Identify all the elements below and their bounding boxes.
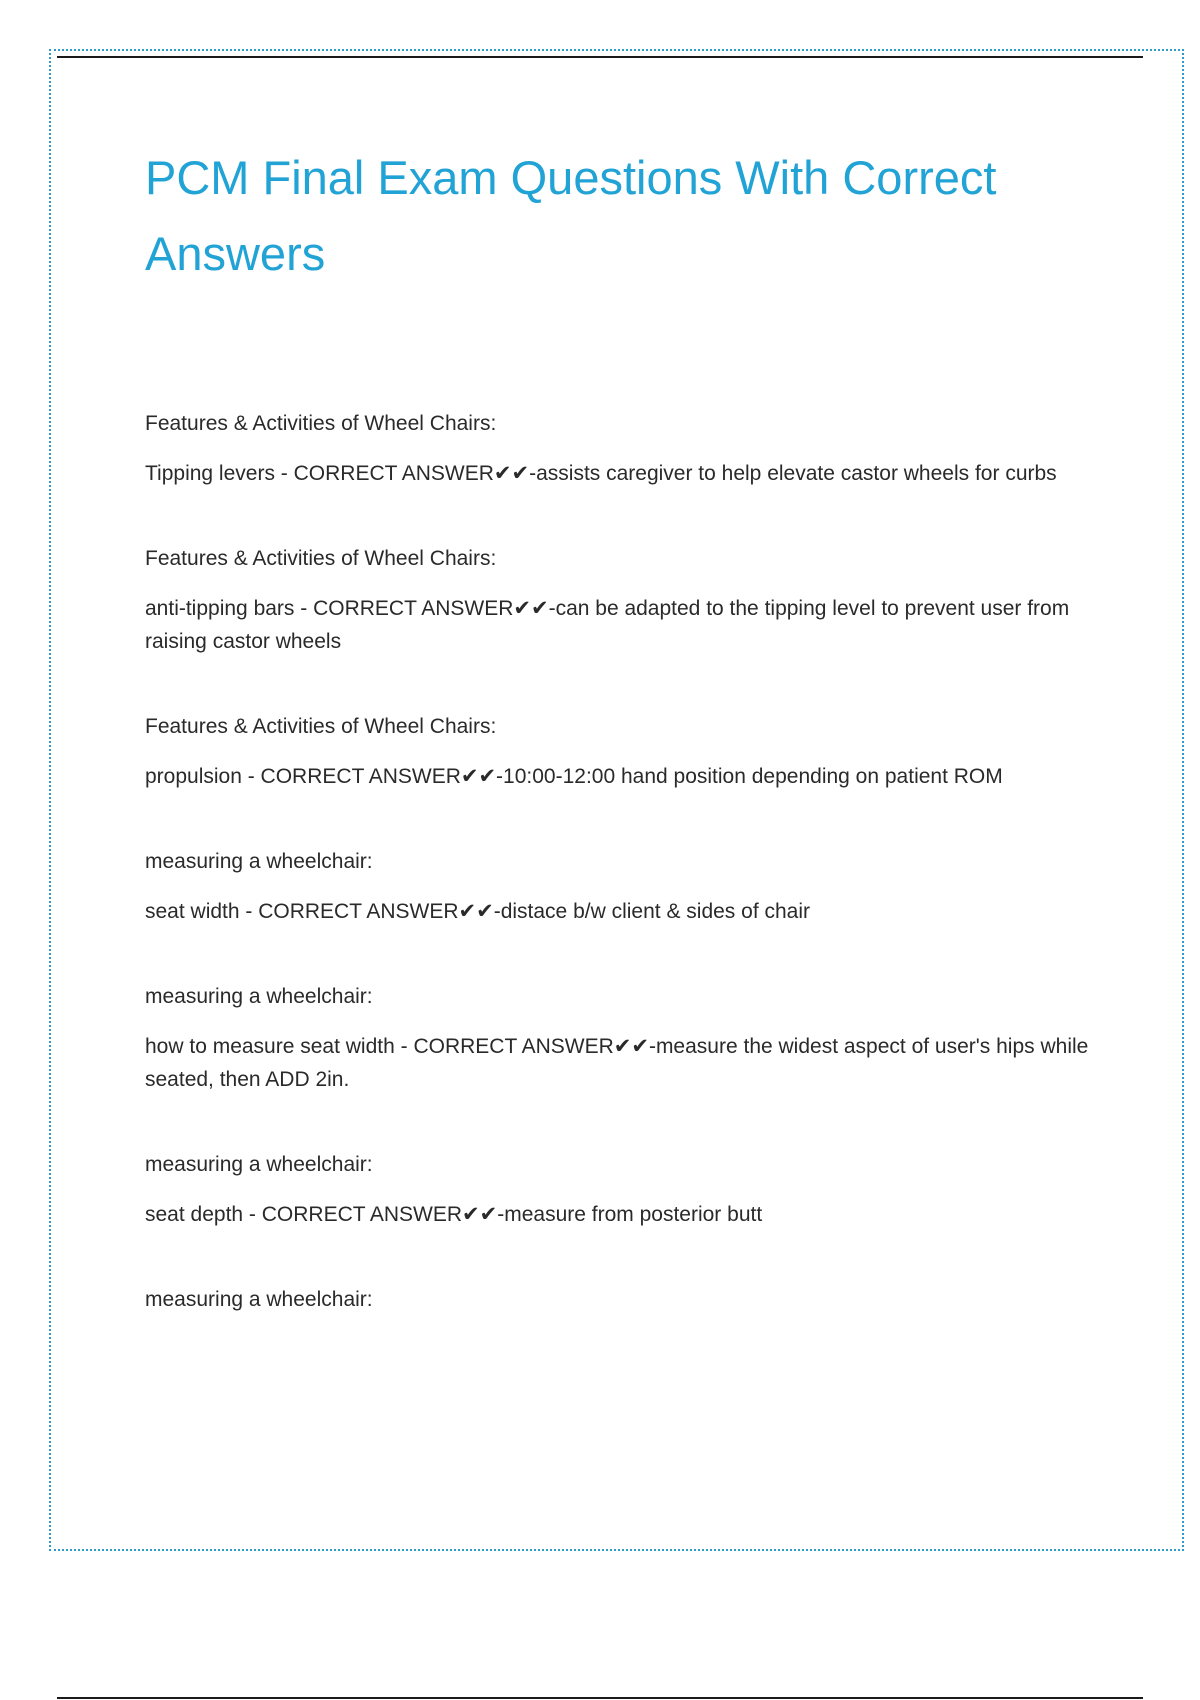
qa-heading: Features & Activities of Wheel Chairs: — [145, 547, 497, 570]
qa-answer: seat depth - CORRECT ANSWER✔✔-measure from posterior butt — [145, 1203, 763, 1226]
qa-answer: seat width - CORRECT ANSWER✔✔-distace b/w client & sides of chair — [145, 900, 811, 923]
qa-entry-1 — [145, 408, 1090, 490]
qa-entry-4 — [145, 846, 1090, 928]
qa-answer: anti-tipping bars - CORRECT ANSWER✔✔-can be adapted to the tipping level to prevent user from raising castor wheels — [145, 597, 1070, 653]
qa-heading: Features & Activities of Wheel Chairs: — [145, 412, 497, 435]
qa-heading: Features & Activities of Wheel Chairs: — [145, 715, 497, 738]
qa-entry-7 — [145, 1284, 1090, 1316]
qa-answer: propulsion - CORRECT ANSWER✔✔-10:00-12:00 hand position depending on patient ROM — [145, 765, 1003, 788]
qa-heading: measuring a wheelchair: — [145, 1288, 373, 1311]
qa-list — [145, 408, 1090, 1369]
qa-entry-2 — [145, 543, 1090, 658]
qa-heading: measuring a wheelchair: — [145, 1153, 373, 1176]
qa-heading: measuring a wheelchair: — [145, 985, 373, 1008]
qa-heading: measuring a wheelchair: — [145, 850, 373, 873]
qa-entry-6 — [145, 1149, 1090, 1231]
qa-answer: Tipping levers - CORRECT ANSWER✔✔-assists caregiver to help elevate castor wheels for curbs — [145, 462, 1057, 485]
document-title: PCM Final Exam Questions With Correct Answers — [145, 151, 997, 280]
qa-entry-5 — [145, 981, 1090, 1096]
qa-entry-3 — [145, 711, 1090, 793]
qa-answer: how to measure seat width - CORRECT ANSWER✔✔-measure the widest aspect of user's hips while seated, then ADD 2in. — [145, 1035, 1089, 1091]
bottom-rule — [57, 1697, 1143, 1699]
